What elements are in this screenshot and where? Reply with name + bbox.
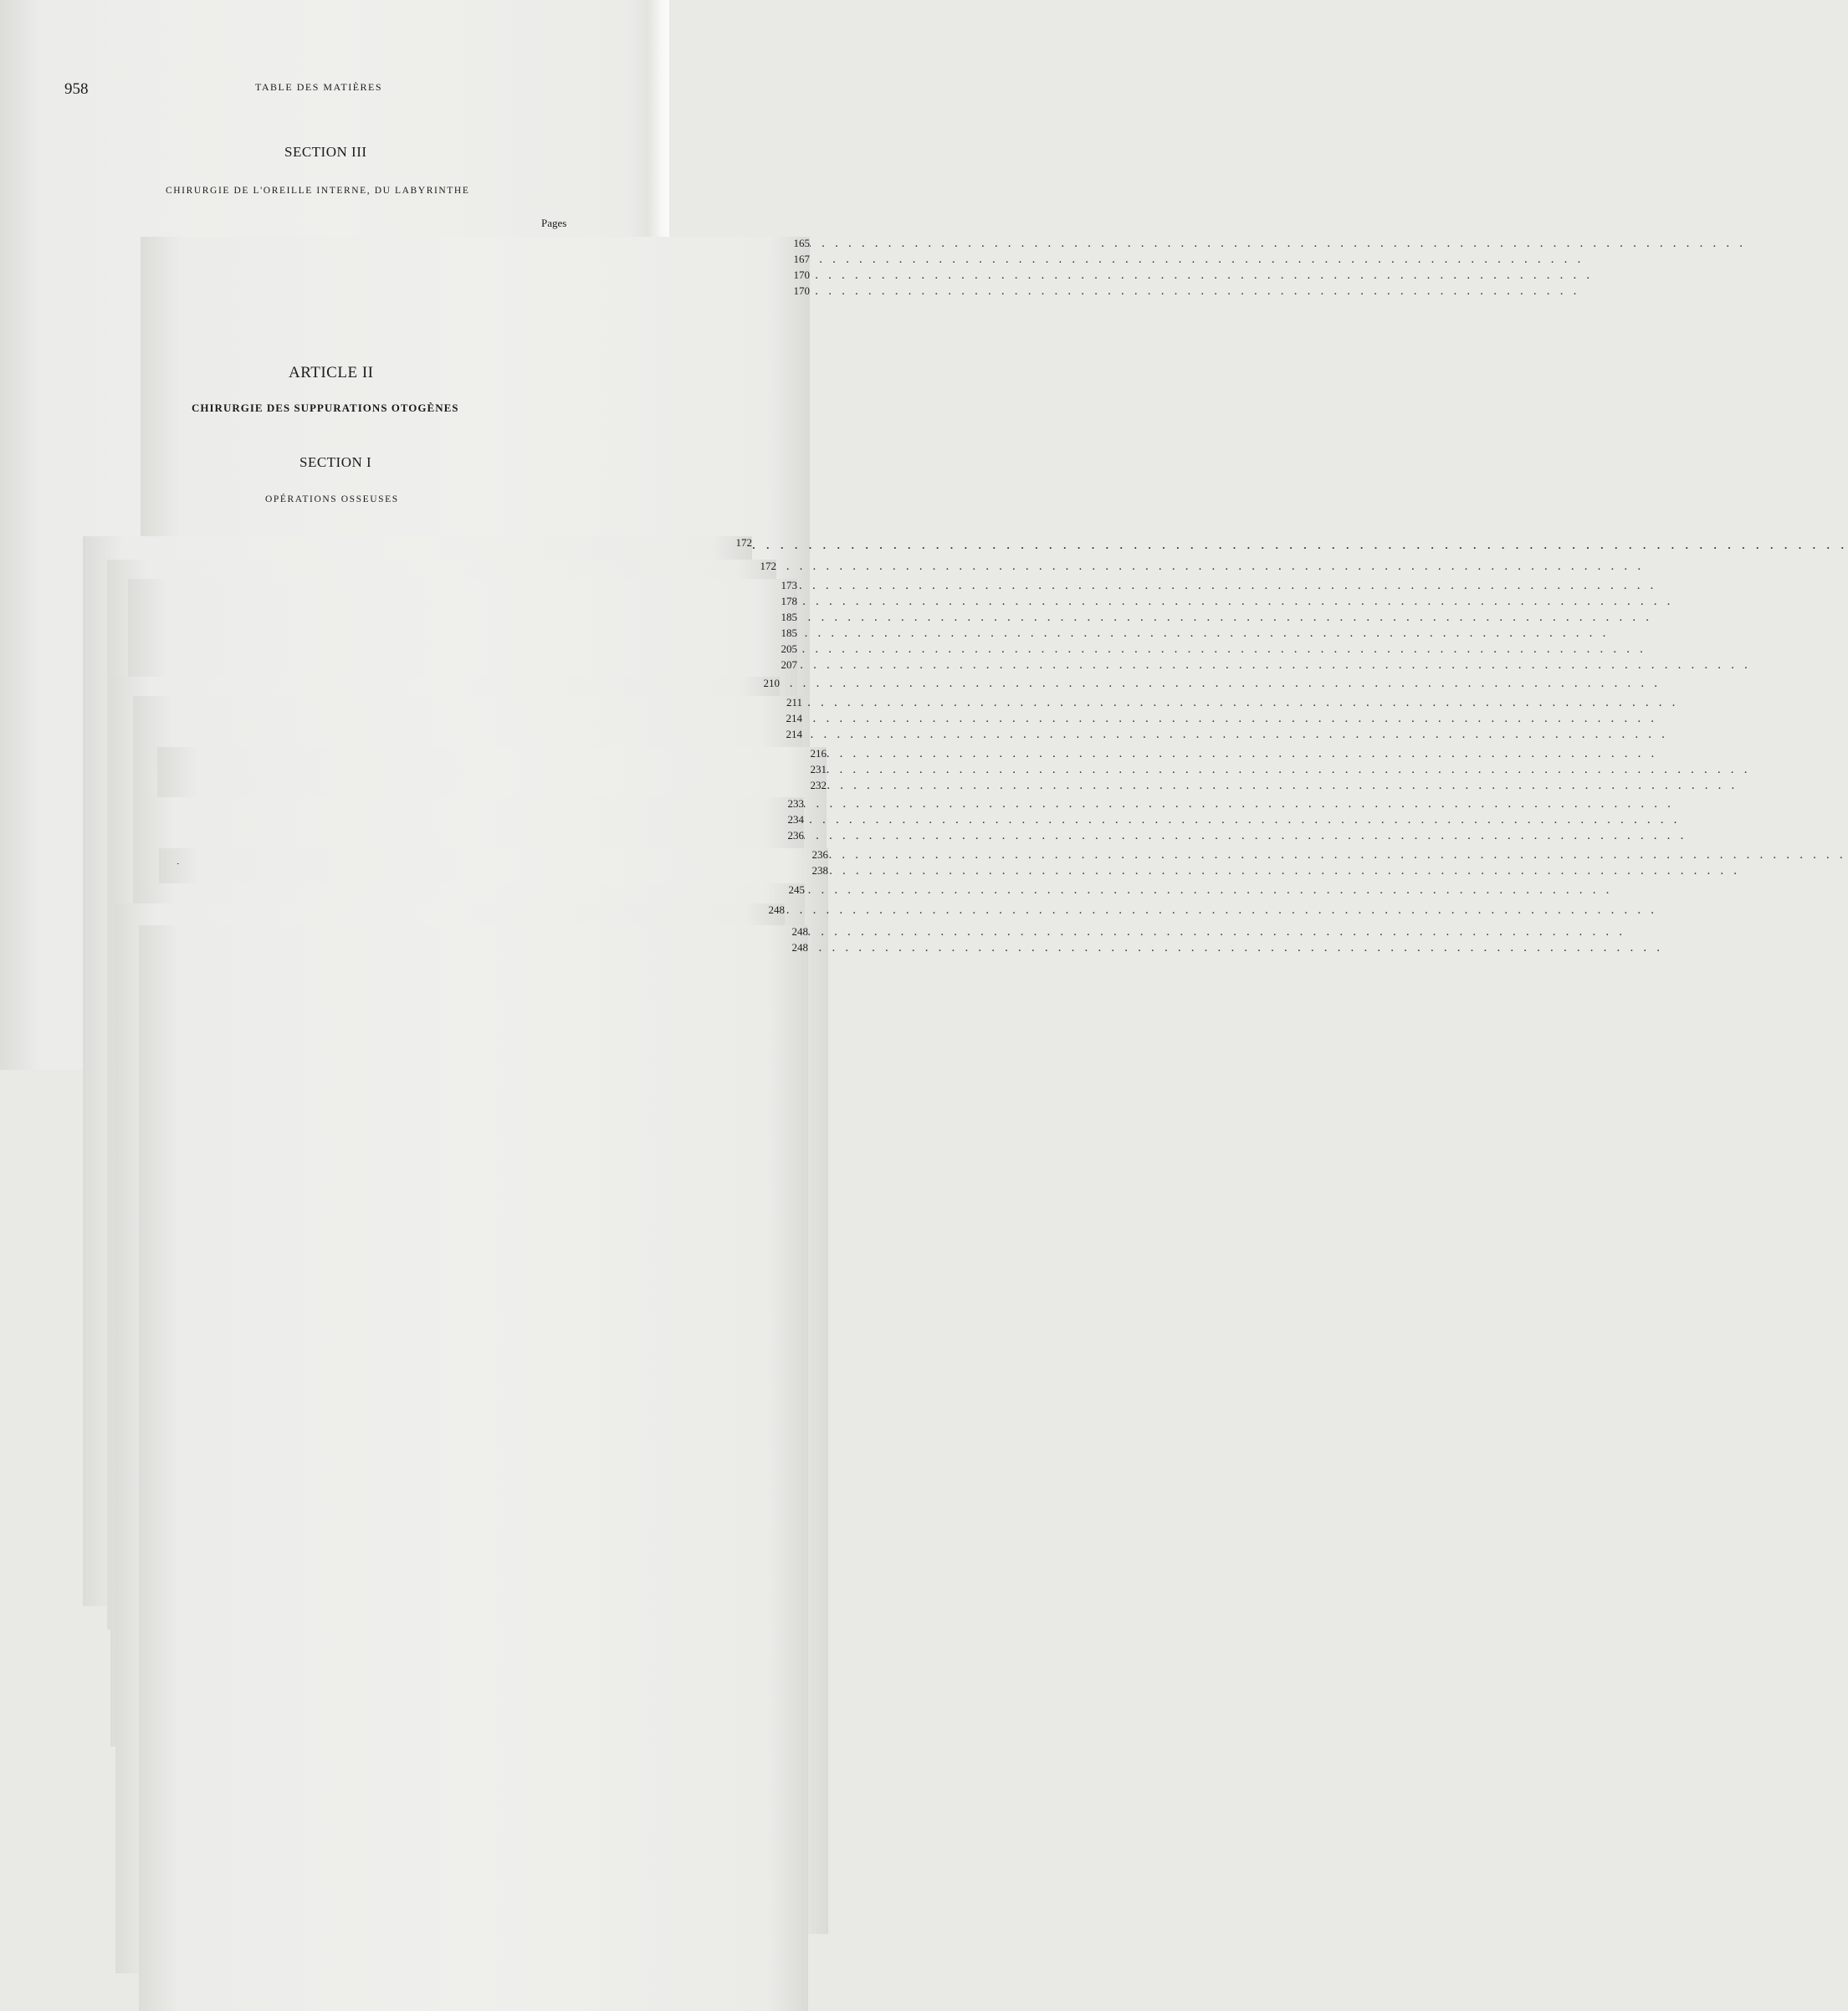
toc-page: 232 bbox=[157, 779, 827, 1849]
toc-page: 211 bbox=[133, 696, 802, 1766]
section-1-title: SECTION I bbox=[299, 454, 372, 470]
toc-entry bbox=[128, 627, 797, 642]
toc-entry bbox=[136, 883, 805, 899]
toc-page: 172 bbox=[83, 536, 752, 1606]
toc-entry bbox=[157, 779, 827, 795]
toc-entry bbox=[128, 642, 797, 658]
toc-page: 185 bbox=[128, 627, 797, 1696]
section-1-subtitle: OPÉRATIONS OSSEUSES bbox=[265, 494, 399, 504]
toc-page: 248 bbox=[115, 903, 785, 1973]
toc-entry bbox=[159, 848, 828, 864]
part-entry bbox=[110, 677, 780, 693]
page-number: 958 bbox=[64, 80, 89, 98]
toc-page: 178 bbox=[128, 595, 797, 1665]
toc-page: 214 bbox=[133, 712, 802, 1782]
book-page bbox=[0, 0, 828, 1070]
section-3-title: SECTION III bbox=[284, 144, 367, 160]
toc-page: 245 bbox=[136, 883, 805, 1953]
toc-page: 233 bbox=[135, 797, 804, 1867]
toc-page: 170 bbox=[141, 269, 810, 1338]
toc-page: 236 bbox=[135, 829, 804, 1899]
part-entry bbox=[115, 903, 785, 919]
toc-page: 170 bbox=[141, 284, 810, 1354]
toc-entry bbox=[135, 829, 804, 845]
chapter-entry bbox=[83, 536, 752, 552]
toc-page: 210 bbox=[110, 677, 780, 1747]
toc-page: 167 bbox=[141, 253, 810, 1323]
toc-page: 238 bbox=[159, 864, 828, 1934]
toc-page: 248 bbox=[139, 941, 808, 2011]
running-title: TABLE DES MATIÈRES bbox=[255, 81, 383, 93]
section-3-subtitle: CHIRURGIE DE L'OREILLE INTERNE, DU LABYRINTHE bbox=[166, 186, 470, 196]
toc-entry bbox=[141, 237, 810, 253]
part-entry bbox=[107, 560, 776, 576]
toc-entry bbox=[141, 269, 810, 284]
toc-entry bbox=[159, 864, 828, 880]
toc-entry bbox=[128, 658, 797, 674]
article-subtitle: CHIRURGIE DES SUPPURATIONS OTOGÈNES bbox=[192, 402, 459, 414]
toc-page: 185 bbox=[128, 611, 797, 1681]
toc-page: 234 bbox=[135, 813, 804, 1883]
toc-entry bbox=[157, 763, 827, 779]
toc-entry bbox=[128, 611, 797, 627]
toc-page: 248 bbox=[139, 925, 808, 1995]
toc-page: 173 bbox=[128, 579, 797, 1649]
toc-entry bbox=[133, 696, 802, 712]
toc-page: 236 bbox=[159, 848, 828, 1918]
toc-entry bbox=[141, 253, 810, 269]
pages-column-heading: Pages bbox=[541, 217, 567, 229]
toc-page: 216 bbox=[157, 747, 827, 1817]
toc-page: 165 bbox=[141, 237, 810, 1307]
toc-entry bbox=[141, 284, 810, 300]
toc-page: 172 bbox=[107, 560, 776, 1630]
toc-entry bbox=[128, 579, 797, 595]
toc-entry bbox=[157, 747, 827, 763]
toc-entry bbox=[139, 941, 808, 957]
toc-entry bbox=[133, 728, 802, 744]
toc-entry bbox=[135, 813, 804, 829]
toc-page: 205 bbox=[128, 642, 797, 1712]
toc-entry bbox=[135, 797, 804, 813]
toc-entry bbox=[133, 712, 802, 728]
article-title: ARTICLE II bbox=[289, 364, 374, 381]
toc-entry bbox=[128, 595, 797, 611]
toc-page: 214 bbox=[133, 728, 802, 1798]
toc-entry bbox=[139, 925, 808, 941]
toc-page: 231 bbox=[157, 763, 827, 1833]
toc-page: 207 bbox=[128, 658, 797, 1728]
